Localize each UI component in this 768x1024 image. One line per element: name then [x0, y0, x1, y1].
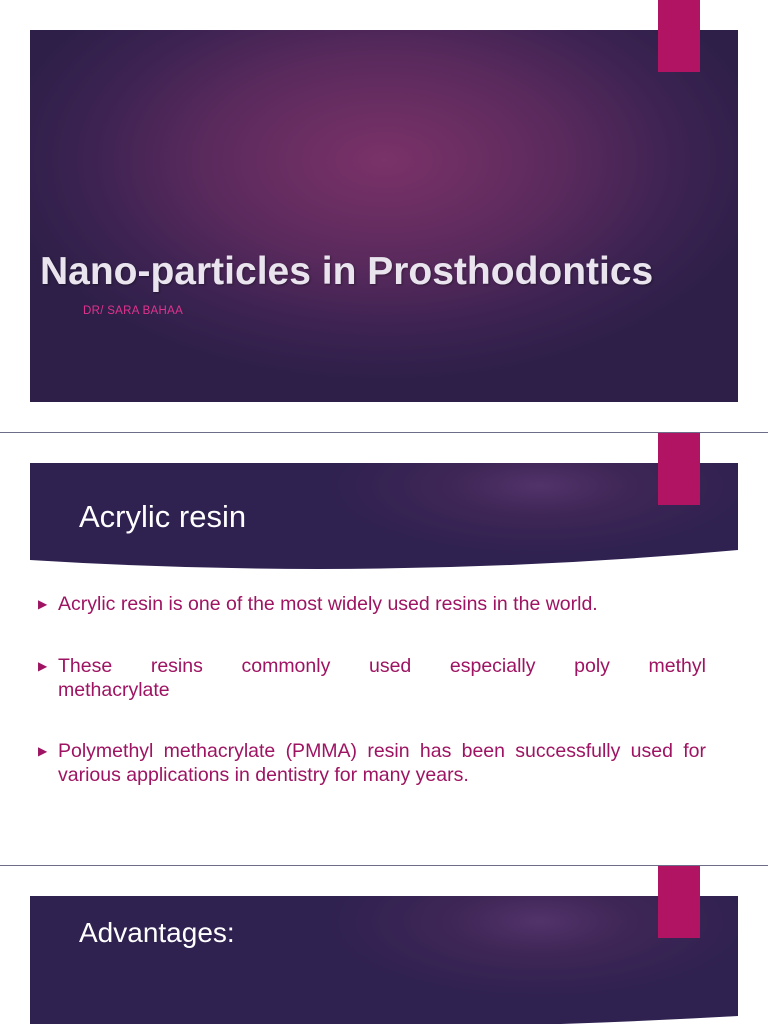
triangle-right-icon: ▶: [38, 659, 48, 673]
title-slide-panel: [30, 30, 738, 402]
bullet-text: Polymethyl methacrylate (PMMA) resin has been successfully used for various applications in dentistry for many years.: [58, 740, 706, 786]
triangle-right-icon: ▶: [38, 597, 48, 611]
header-curve-shape: [30, 538, 738, 578]
slide3-header-panel: [30, 896, 738, 1024]
accent-bar-slide3: [658, 866, 700, 938]
header-curve-shape: [30, 990, 738, 1024]
triangle-right-icon: ▶: [38, 744, 48, 758]
bullet-text: Acrylic resin is one of the most widely used resins in the world.: [58, 593, 598, 615]
presentation-author: DR/ SARA BAHAA: [83, 305, 184, 317]
slide3-heading: Advantages:: [79, 917, 235, 948]
slide-separator: [0, 865, 768, 866]
bullet-item: [38, 592, 706, 616]
bullet-item: [38, 739, 706, 787]
bullet-text-continued: methacrylate: [58, 679, 170, 701]
accent-bar-slide2: [658, 433, 700, 505]
presentation-title: Nano-particles in Prosthodontics: [40, 250, 654, 293]
slide2-heading: Acrylic resin: [79, 499, 247, 534]
slide-separator: [0, 432, 768, 433]
bullet-text: These resins commonly used especially poly methyl: [58, 655, 706, 677]
bullet-item: [38, 654, 706, 702]
accent-bar-slide1: [658, 0, 700, 72]
